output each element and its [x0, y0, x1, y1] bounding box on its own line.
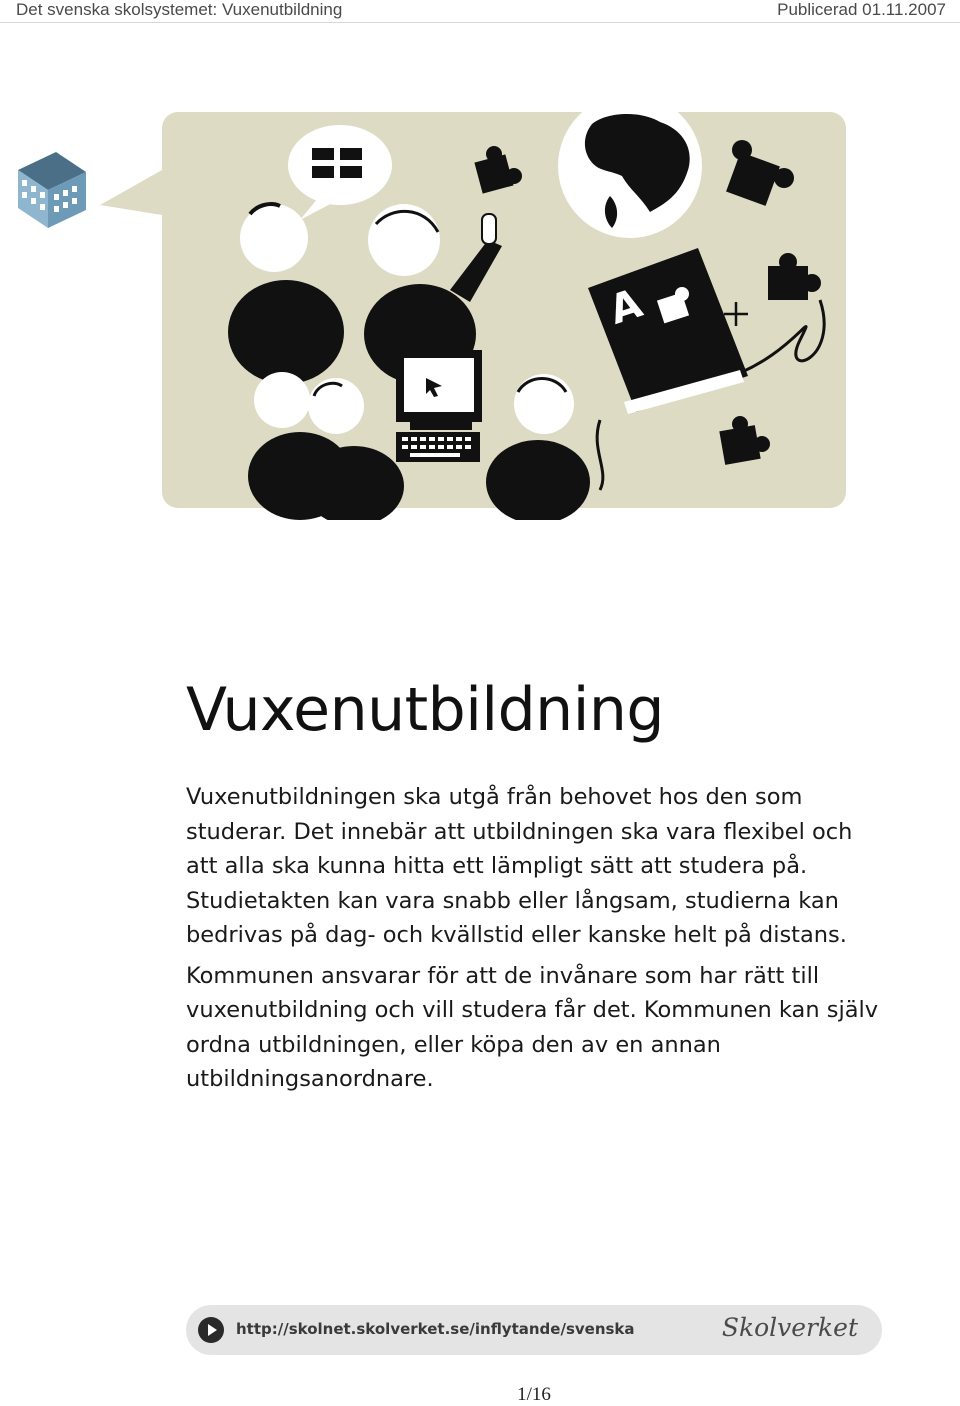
- page-header: [0, 0, 960, 23]
- body-text: [186, 780, 886, 1103]
- page-number: 1/16: [517, 1384, 551, 1405]
- school-building-icon: [18, 152, 86, 228]
- globe-icon: [558, 100, 702, 238]
- play-icon[interactable]: [198, 1317, 224, 1343]
- skolverket-logo: Skolverket: [721, 1313, 858, 1342]
- footer-link-bar[interactable]: [186, 1305, 882, 1355]
- paragraph: Vuxenutbildningen ska utgå från behovet hos den som studerar. Det innebär att utbildningen ska vara flexibel och att alla ska kunna hitta ett lämpligt sätt att studera på. Studietakten kan vara snabb eller långsam, studierna kan bedrivas på dag- och kvällstid eller kanske helt på distans.: [186, 784, 853, 948]
- paragraph: Kommunen ansvarar för att de invånare som har rätt till vuxenutbildning och vill studera får det. Kommunen kan själv ordna utbildningen, eller köpa den av en annan utbildningsanordnare.: [186, 962, 879, 1092]
- page-title: Vuxenutbildning: [186, 675, 664, 745]
- header-publish-date: Publicerad 01.11.2007: [777, 0, 946, 19]
- book-letter: A: [603, 280, 648, 334]
- footer-url[interactable]: http://skolnet.skolverket.se/inflytande/svenska: [236, 1320, 635, 1338]
- computer-icon: [396, 350, 482, 462]
- illustration: [0, 100, 860, 520]
- header-doc-title: Det svenska skolsystemet: Vuxenutbildning: [16, 0, 343, 19]
- speech-pointer: [100, 170, 162, 215]
